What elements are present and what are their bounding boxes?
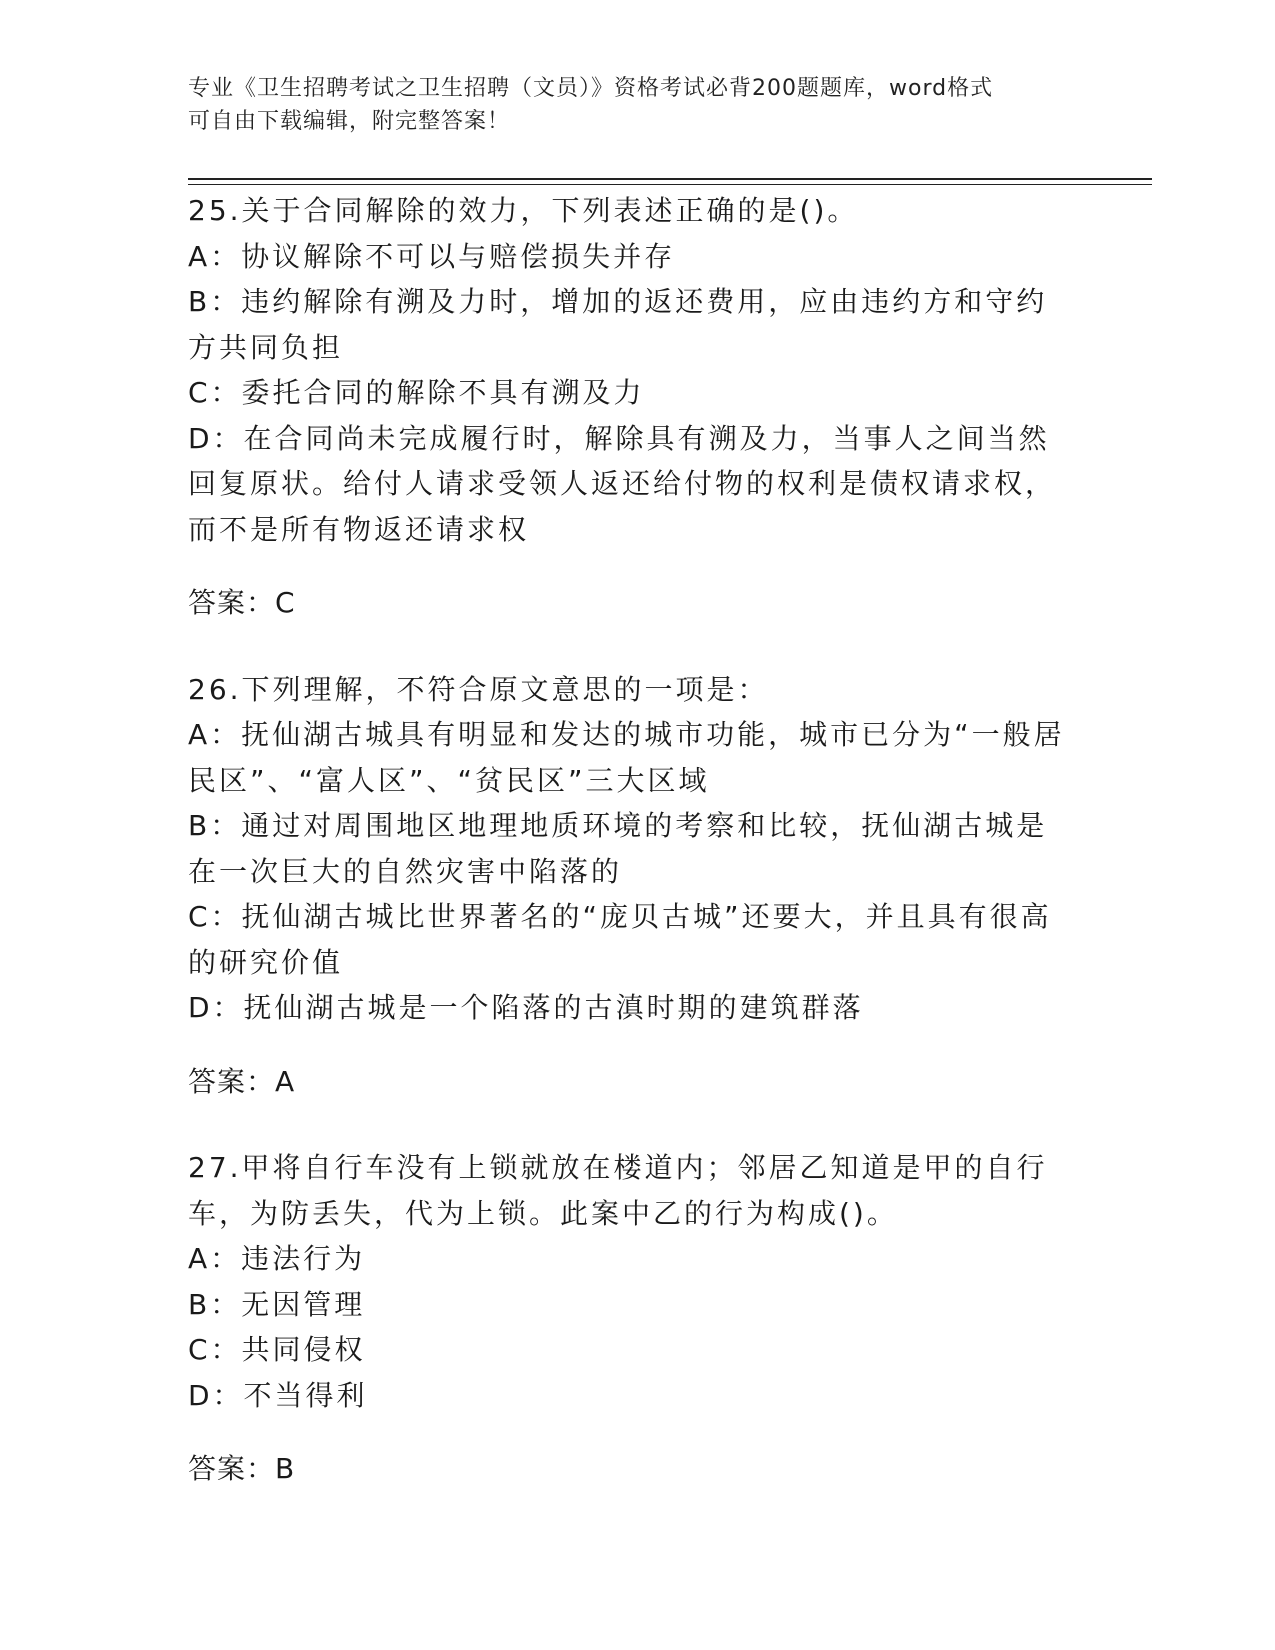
option-b: B：通过对周围地区地理地质环境的考察和比较，抚仙湖古城是在一次巨大的自然灾害中陷落的 xyxy=(188,809,1048,888)
option-d: D：在合同尚未完成履行时，解除具有溯及力，当事人之间当然回复原状。给付人请求受领人返还给付物的权利是债权请求权，而不是所有物返还请求权 xyxy=(188,421,1057,546)
header-divider-thin xyxy=(188,184,1152,185)
option-a: A：违法行为 xyxy=(188,1242,366,1275)
question-list xyxy=(188,188,1078,1533)
question-stem: 26.下列理解，不符合原文意思的一项是： xyxy=(188,672,769,706)
question-stem: 25.关于合同解除的效力，下列表述正确的是()。 xyxy=(188,194,859,227)
question-27 xyxy=(188,1145,1078,1492)
option-a: A：抚仙湖古城具有明显和发达的城市功能，城市已分为“一般居民区”、“富人区”、“贫民区”三大区域 xyxy=(188,718,1065,797)
header-divider xyxy=(188,178,1152,180)
header-line-1: 专业《卫生招聘考试之卫生招聘（文员）》资格考试必背200题题库，word格式 xyxy=(188,76,994,101)
answer-label: 答案：B xyxy=(188,1452,296,1485)
header-line-2: 可自由下载编辑，附完整答案！ xyxy=(188,109,511,134)
option-b: B：违约解除有溯及力时，增加的返还费用，应由违约方和守约方共同负担 xyxy=(188,285,1048,364)
answer-label: 答案：A xyxy=(188,1064,296,1098)
option-c: C：共同侵权 xyxy=(188,1333,366,1366)
option-b: B：无因管理 xyxy=(188,1287,366,1321)
option-a: A：协议解除不可以与赔偿损失并存 xyxy=(188,239,676,273)
option-d: D：不当得利 xyxy=(188,1378,368,1412)
option-c: C：委托合同的解除不具有溯及力 xyxy=(188,376,645,409)
option-c: C：抚仙湖古城比世界著名的“庞贝古城”还要大，并且具有很高的研究价值 xyxy=(188,900,1052,979)
document-header xyxy=(188,72,1068,138)
option-d: D：抚仙湖古城是一个陷落的古滇时期的建筑群落 xyxy=(188,991,864,1024)
answer-label: 答案：C xyxy=(188,586,296,619)
question-stem: 27.甲将自行车没有上锁就放在楼道内；邻居乙知道是甲的自行车，为防丢失，代为上锁。此案中乙的行为构成()。 xyxy=(188,1151,1048,1230)
question-26 xyxy=(188,667,1078,1105)
question-25 xyxy=(188,188,1078,626)
